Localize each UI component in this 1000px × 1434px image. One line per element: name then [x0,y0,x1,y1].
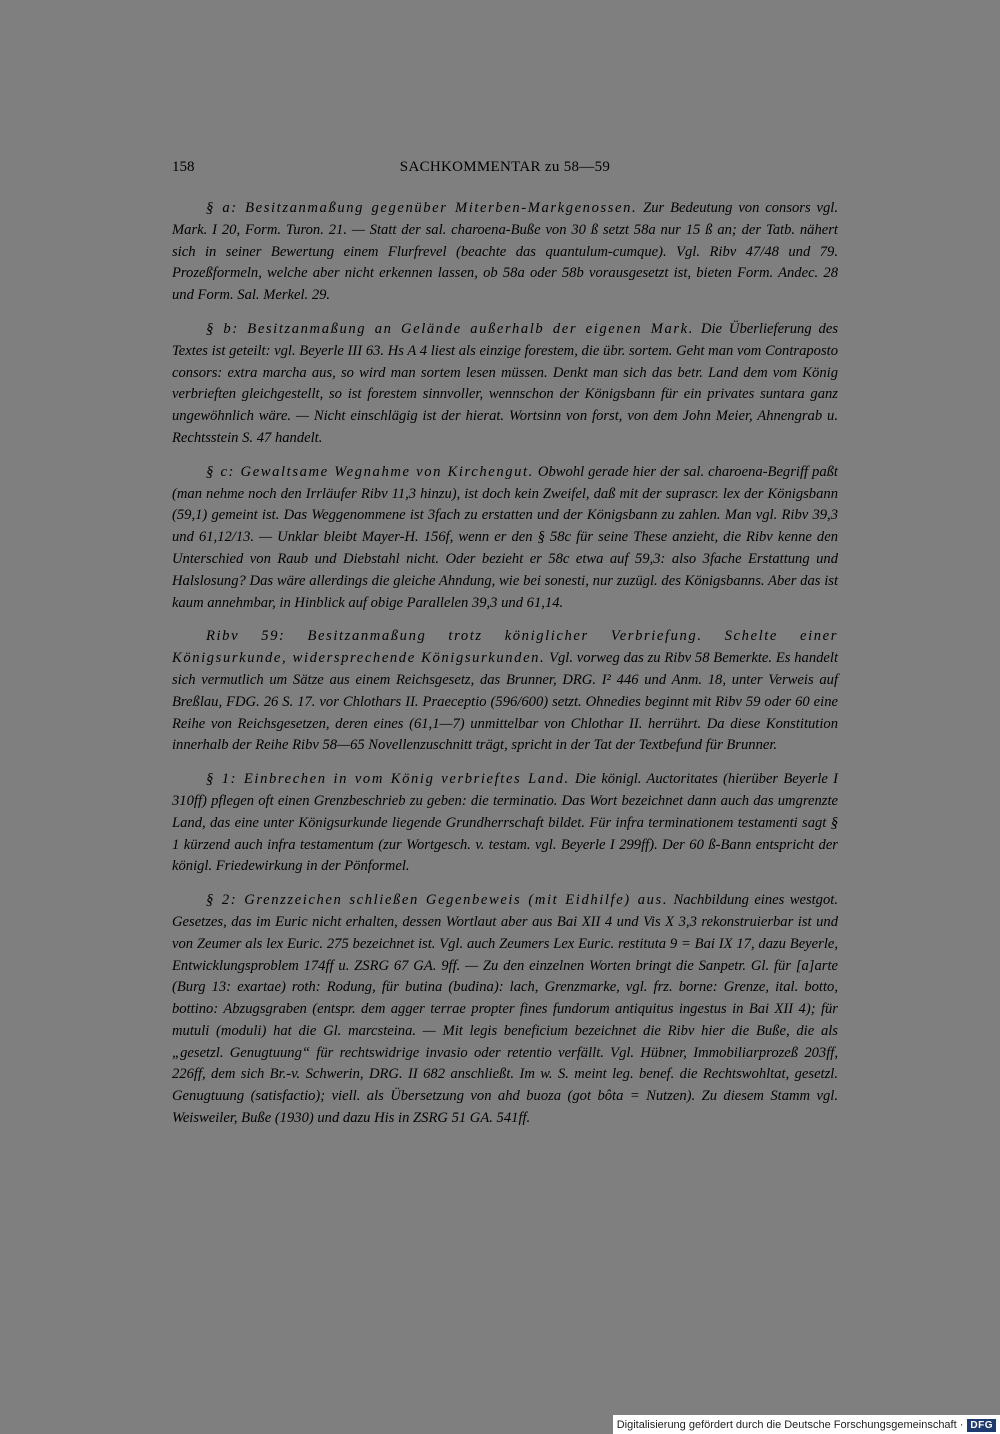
paragraph-text: Nachbildung eines westgot. Gesetzes, das im Euric nicht erhalten, dessen Wortlaut aber aus Bai XII 4 und Vis X 3,3 rekonstruierbar ist und von Zeumer als lex Euric. 275 bezeichnet ist. Vgl. auch Zeumers Lex Euric. restituta 9 = Bai IX 17, dazu Beyerle, Entwicklungsproblem 174ff u. ZSRG 67 GA. 9ff. — Zu den einzelnen Worten bringt die Sanpetr. Gl. für [a]arte (Burg 13: exartae) roth: Rodung, für butina (budina): lach, Grenzmarke, vgl. frz. borne: Grenze, ital. botto, bottino: Abzugsgraben (entspr. dem agger terrae propter fines fundorum antiquitus ingestus in Bai XII 4); für mutuli (moduli) hat die Gl. marcsteina. — Mit legis beneficium bezeichnet die Ribv hier die Buße, die als „gesetzl. Genugtuung“ für rechtswidrige invasio oder retentio verfällt. Vgl. Hübner, Immobiliarprozeß 203ff, 226ff, dem sich Br.-v. Schwerin, DRG. II 682 anschließt. Im w. S. meint leg. benef. die Rechtswohltat, gesetzl. Genugtuung (satisfactio); viell. als Übersetzung von ahd buoza (got bôta = Nutzen). Zu diesem Stamm vgl. Weisweiler, Buße (1930) und dazu His in ZSRG 51 GA. 541ff. [172,892,838,1127]
paragraph-heading: Ribv 59: Besitzanmaßung trotz königlicher Verbriefung. Schelte einer Königsurkunde, widersprechende Königsurkunden. [172,628,838,667]
paragraph-text: Vgl. vorweg das zu Ribv 58 Bemerkte. Es handelt sich vermutlich um Sätze aus einem Reichsgesetz, das Brunner, DRG. I² 446 und Anm. 18, unter Verweis auf Breßlau, FDG. 26 S. 17. vor Chlothars II. Praeceptio (596/600) setzt. Ohnedies beginnt mit Ribv 59 oder 60 eine Reihe von Reichsgesetzen, deren eines (61,1—7) unmittelbar von Chlothar II. herrührt. Da diese Konstitution innerhalb der Reihe Ribv 58—65 Novellenzuschnitt trägt, spricht in der Tat der Textbefund für Brunner. [172,650,838,754]
paragraph-a [172,198,838,307]
paragraph-1 [172,769,838,878]
page-number: 158 [172,159,195,175]
paragraph-text: Zur Bedeutung von consors vgl. Mark. I 20, Form. Turon. 21. — Statt der sal. charoena-Buße von 30 ß setzt 58a nur 15 ß an; der Tatb. nähert sich in seiner Bewertung einem Flurfrevel (beachte das quantulum-cumque). Vgl. Ribv 47/48 und 79. Prozeßformeln, welche aber nicht erkennen lassen, ob 58a oder 58b vorausgesetzt ist, bieten Form. Andec. 28 und Form. Sal. Merkel. 29. [172,200,838,304]
paragraph-text: Die Überlieferung des Textes ist geteilt: vgl. Beyerle III 63. Hs A 4 liest als einzige forestem, die übr. sortem. Geht man vom Contraposto consors: extra marcha aus, so wird man sortem lesen müssen. Denkt man sich das betr. Land dem vom König verbrieften gleichgestellt, so ist forestem sinnvoller, wennschon der Königsbann für ein privates suntara ganz ungewöhnlich wäre. — Nicht einschlägig ist der hierat. Wortsinn von forst, von dem John Meier, Ahnengrab u. Rechtsstein S. 47 handelt. [172,320,838,446]
paragraph-text: Die königl. Auctoritates (hierüber Beyerle I 310ff) pflegen oft einen Grenzbeschrieb zu geben: die terminatio. Das Wort bezeichnet dann auch das umgrenzte Land, das eine unter Königsurkunde liegende Grundherrschaft bildet. Für infra terminationem testamenti sagt § 1 kürzend auch infra testamentum (zur Wortgesch. v. testam. vgl. Beyerle I 299ff). Der 60 ß-Bann entspricht der königl. Friedewirkung in der Pönformel. [172,771,838,875]
paragraph-heading: § 2: Grenzzeichen schließen Gegenbeweis (mit Eidhilfe) aus. [206,892,669,909]
paragraph-heading: § b: Besitzanmaßung an Gelände außerhalb der eigenen Mark. [206,320,694,337]
page-header [172,159,838,181]
dfg-logo: DFG [967,1419,996,1432]
paragraph-b [172,319,838,450]
paragraph-2 [172,890,838,1130]
body-text [172,198,838,1142]
paragraph-c [172,462,838,615]
credit-text: Digitalisierung gefördert durch die Deutsche Forschungsgemeinschaft · [616,1419,964,1431]
paragraph-text: Obwohl gerade hier der sal. charoena-Begriff paßt (man nehme noch den Irrläufer Ribv 11,3 hinzu), ist doch kein Zweifel, daß mit der suprascr. lex der Königsbann (59,1) gemeint ist. Das Weggenommene ist 3fach zu erstatten und der Königsbann zu zahlen. Man vgl. Ribv 39,3 und 61,12/13. — Unklar bleibt Mayer-H. 156f, wenn er den § 58c für seine These anzieht, die Ribv kenne den Unterschied von Raub und Diebstahl nicht. Oder bezieht er 58c etwa auf 59,3: also 3fache Erstattung und Halslosung? Das wäre allerdings die gleiche Ahndung, wie bei sonesti, nur zuzügl. des Königsbanns. Aber das ist kaum annehmbar, in Hinblick auf obige Parallelen 39,3 und 61,14. [172,463,838,611]
running-head: SACHKOMMENTAR zu 58—59 [399,159,611,175]
paragraph-heading: § a: Besitzanmaßung gegenüber Miterben-Markgenossen. [206,200,638,216]
paragraph-ribv-59 [172,626,838,757]
paragraph-heading: § c: Gewaltsame Wegnahme von Kirchengut. [206,463,534,480]
digitization-credit [613,1415,1000,1434]
paragraph-heading: § 1: Einbrechen in vom König verbrieftes Land. [206,771,570,788]
